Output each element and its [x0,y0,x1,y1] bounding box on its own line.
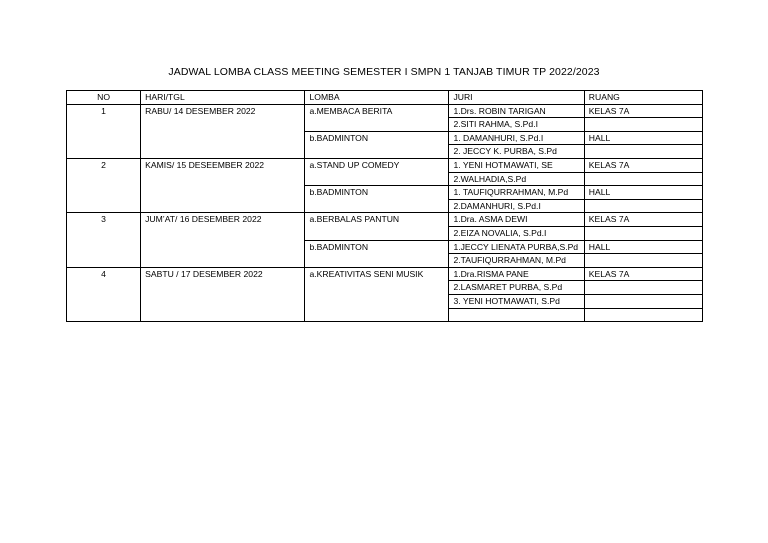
event-name: b.BADMINTON [305,240,449,267]
event-name: a.STAND UP COMEDY [305,158,449,185]
event-room: HALL [584,186,702,200]
header-hari: HARI/TGL [141,91,305,105]
judge-name: 1.JECCY LIENATA PURBA,S.Pd [449,240,584,254]
judge-name: 2.DAMANHURI, S.Pd.I [449,199,584,213]
table-row [67,104,703,118]
judge-name [449,308,584,322]
schedule-table [66,90,703,322]
judge-name: 2.EIZA NOVALIA, S.Pd.I [449,226,584,240]
table-header-row [67,91,703,105]
header-lomba: LOMBA [305,91,449,105]
judge-name: 3. YENI HOTMAWATI, S.Pd [449,294,584,308]
day-number: 2 [67,158,141,212]
day-date: SABTU / 17 DESEMBER 2022 [141,267,305,321]
event-room: KELAS 7A [584,213,702,227]
event-name: a.MEMBACA BERITA [305,104,449,131]
judge-name: 2. JECCY K. PURBA, S.Pd [449,145,584,159]
judge-name: 1. TAUFIQURRAHMAN, M.Pd [449,186,584,200]
event-name: b.BADMINTON [305,186,449,213]
document-title: JADWAL LOMBA CLASS MEETING SEMESTER I SMPN 1 TANJAB TIMUR TP 2022/2023 [168,66,600,78]
event-room [584,118,702,132]
event-room [584,199,702,213]
table-row [67,213,703,227]
table-row [67,267,703,281]
judge-name: 2.TAUFIQURRAHMAN, M.Pd [449,254,584,268]
header-ruang: RUANG [584,91,702,105]
day-date: KAMIS/ 15 DESEEMBER 2022 [141,158,305,212]
judge-name: 2.WALHADIA,S.Pd [449,172,584,186]
event-room: KELAS 7A [584,158,702,172]
event-room: HALL [584,131,702,145]
judge-name: 2.LASMARET PURBA, S.Pd [449,281,584,295]
judge-name: 1.Dra.RISMA PANE [449,267,584,281]
day-number: 3 [67,213,141,267]
table-row [67,158,703,172]
day-date: JUM’AT/ 16 DESEMBER 2022 [141,213,305,267]
event-room: KELAS 7A [584,104,702,118]
header-juri: JURI [449,91,584,105]
judge-name: 1. DAMANHURI, S.Pd.I [449,131,584,145]
judge-name: 1.Drs. ROBIN TARIGAN [449,104,584,118]
day-date: RABU/ 14 DESEMBER 2022 [141,104,305,158]
day-number: 1 [67,104,141,158]
event-name: a.KREATIVITAS SENI MUSIK [305,267,449,321]
event-name: b.BADMINTON [305,131,449,158]
event-room [584,294,702,308]
event-room [584,308,702,322]
event-room [584,145,702,159]
day-number: 4 [67,267,141,321]
event-room [584,226,702,240]
header-no: NO [67,91,141,105]
event-room: KELAS 7A [584,267,702,281]
judge-name: 1. YENI HOTMAWATI, SE [449,158,584,172]
judge-name: 1.Dra. ASMA DEWI [449,213,584,227]
judge-name: 2.SITI RAHMA, S.Pd.I [449,118,584,132]
event-room [584,281,702,295]
event-room: HALL [584,240,702,254]
event-name: a.BERBALAS PANTUN [305,213,449,240]
event-room [584,172,702,186]
event-room [584,254,702,268]
